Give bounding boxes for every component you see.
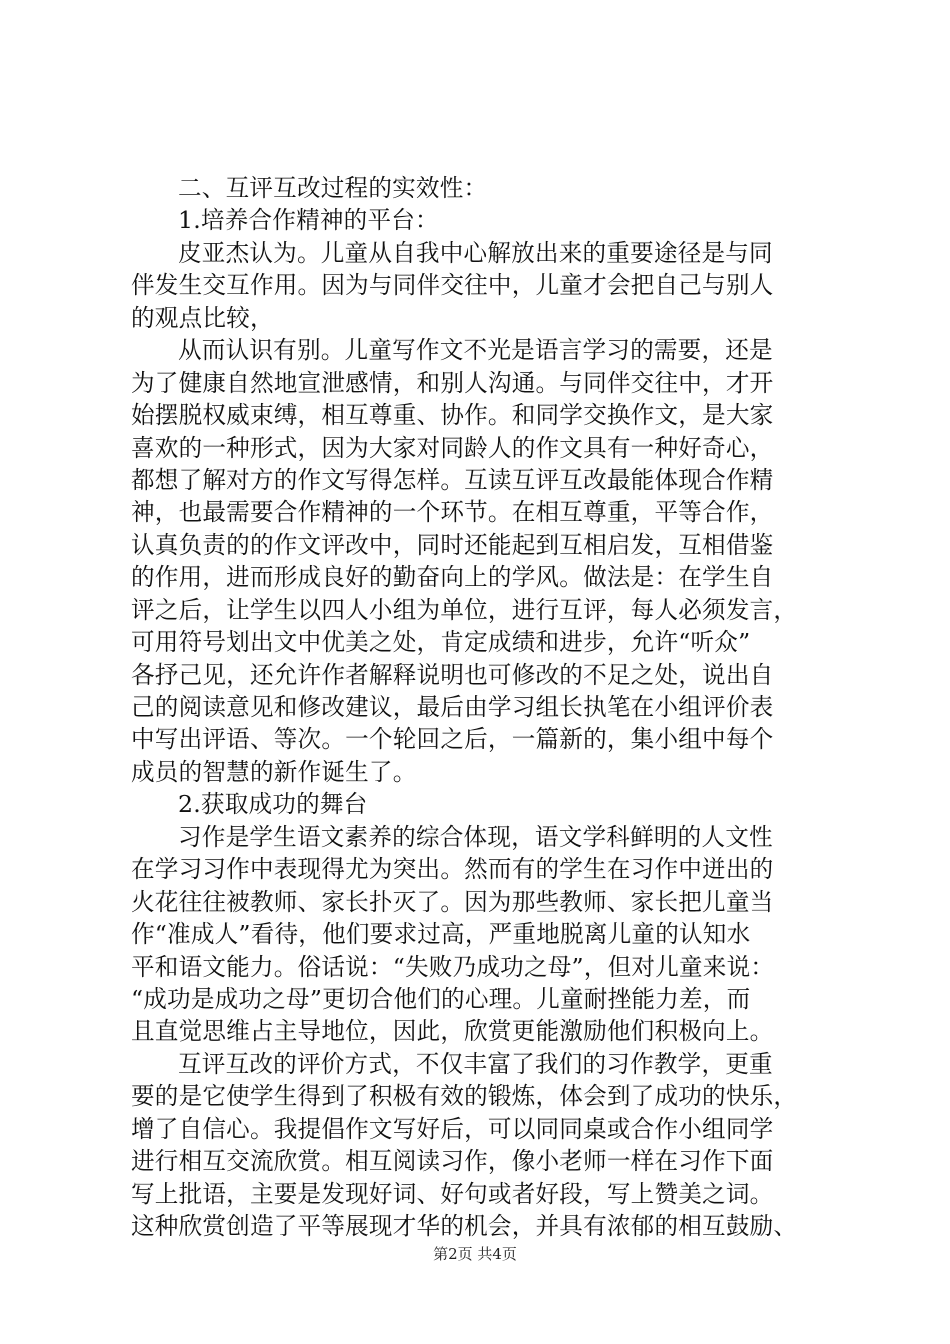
text-line: 进行相互交流欣赏。相互阅读习作，像小老师一样在习作下面 [131,1147,774,1176]
text-line: 火花往往被教师、家长扑灭了。因为那些教师、家长把儿童当 [131,887,774,916]
text-line: 习作是学生语文素养的综合体现，语文学科鲜明的人文性 [178,822,773,851]
text-line: 从而认识有别。儿童写作文不光是语言学习的需要，还是 [178,336,773,365]
text-line: 且直觉思维占主导地位，因此，欣赏更能激励他们积极向上。 [131,1017,774,1046]
text-line: 为了健康自然地宣泄感情，和别人沟通。与同伴交往中，才开 [131,368,774,397]
text-line: 神，也最需要合作精神的一个环节。在相互尊重，平等合作， [131,498,774,527]
text-line: 的观点比较， [131,303,274,332]
text-line: 这种欣赏创造了平等展现才华的机会，并具有浓郁的相互鼓励、 [131,1212,798,1240]
text-line: 1.培养合作精神的平台： [178,206,439,235]
text-line: 皮亚杰认为。儿童从自我中心解放出来的重要途径是与同 [178,238,773,267]
text-line: 可用符号划出文中优美之处，肯定成绩和进步，允许“听众” [131,628,751,657]
text-line: 各抒己见，还允许作者解释说明也可修改的不足之处，说出自 [131,660,774,689]
text-line: 评之后，让学生以四人小组为单位，进行互评，每人必须发言， [131,595,798,624]
text-line: 喜欢的一种形式，因为大家对同龄人的作文具有一种好奇心， [131,433,774,462]
text-line: 二、互评互改过程的实效性： [178,174,488,202]
text-line: 在学习习作中表现得尤为突出。然而有的学生在习作中迸出的 [131,855,774,884]
text-line: 要的是它使学生得到了积极有效的锻炼，体会到了成功的快乐， [131,1082,798,1111]
text-line: “成功是成功之母”更切合他们的心理。儿童耐挫能力差，而 [131,984,751,1013]
text-line: 成员的智慧的新作诞生了。 [131,757,417,786]
text-line: 增了自信心。我提倡作文写好后，可以同同桌或合作小组同学 [131,1114,774,1143]
text-line: 平和语文能力。俗话说：“失败乃成功之母”，但对儿童来说： [131,952,775,981]
text-line: 伴发生交互作用。因为与同伴交往中，儿童才会把自己与别人 [131,271,774,300]
text-line: 互评互改的评价方式，不仅丰富了我们的习作教学，更重 [178,1049,773,1078]
text-line: 认真负责的的作文评改中，同时还能起到互相启发，互相借鉴 [131,530,774,559]
text-line: 中写出评语、等次。一个轮回之后，一篇新的，集小组中每个 [131,725,774,754]
page-footer: 第2页 共4页 [433,1245,517,1263]
text-line: 的作用，进而形成良好的勤奋向上的学风。做法是：在学生自 [131,563,774,592]
text-line: 写上批语，主要是发现好词、好句或者好段，写上赞美之词。 [131,1179,774,1208]
text-line: 2.获取成功的舞台 [178,790,368,819]
text-line: 己的阅读意见和修改建议，最后由学习组长执笔在小组评价表 [131,693,774,721]
document-body [131,172,833,1242]
text-line: 作“准成人”看待，他们要求过高，严重地脱离儿童的认知水 [131,920,751,949]
text-line: 都想了解对方的作文写得怎样。互读互评互改最能体现合作精 [131,465,774,494]
text-line: 始摆脱权威束缚，相互尊重、协作。和同学交换作文，是大家 [131,401,774,430]
